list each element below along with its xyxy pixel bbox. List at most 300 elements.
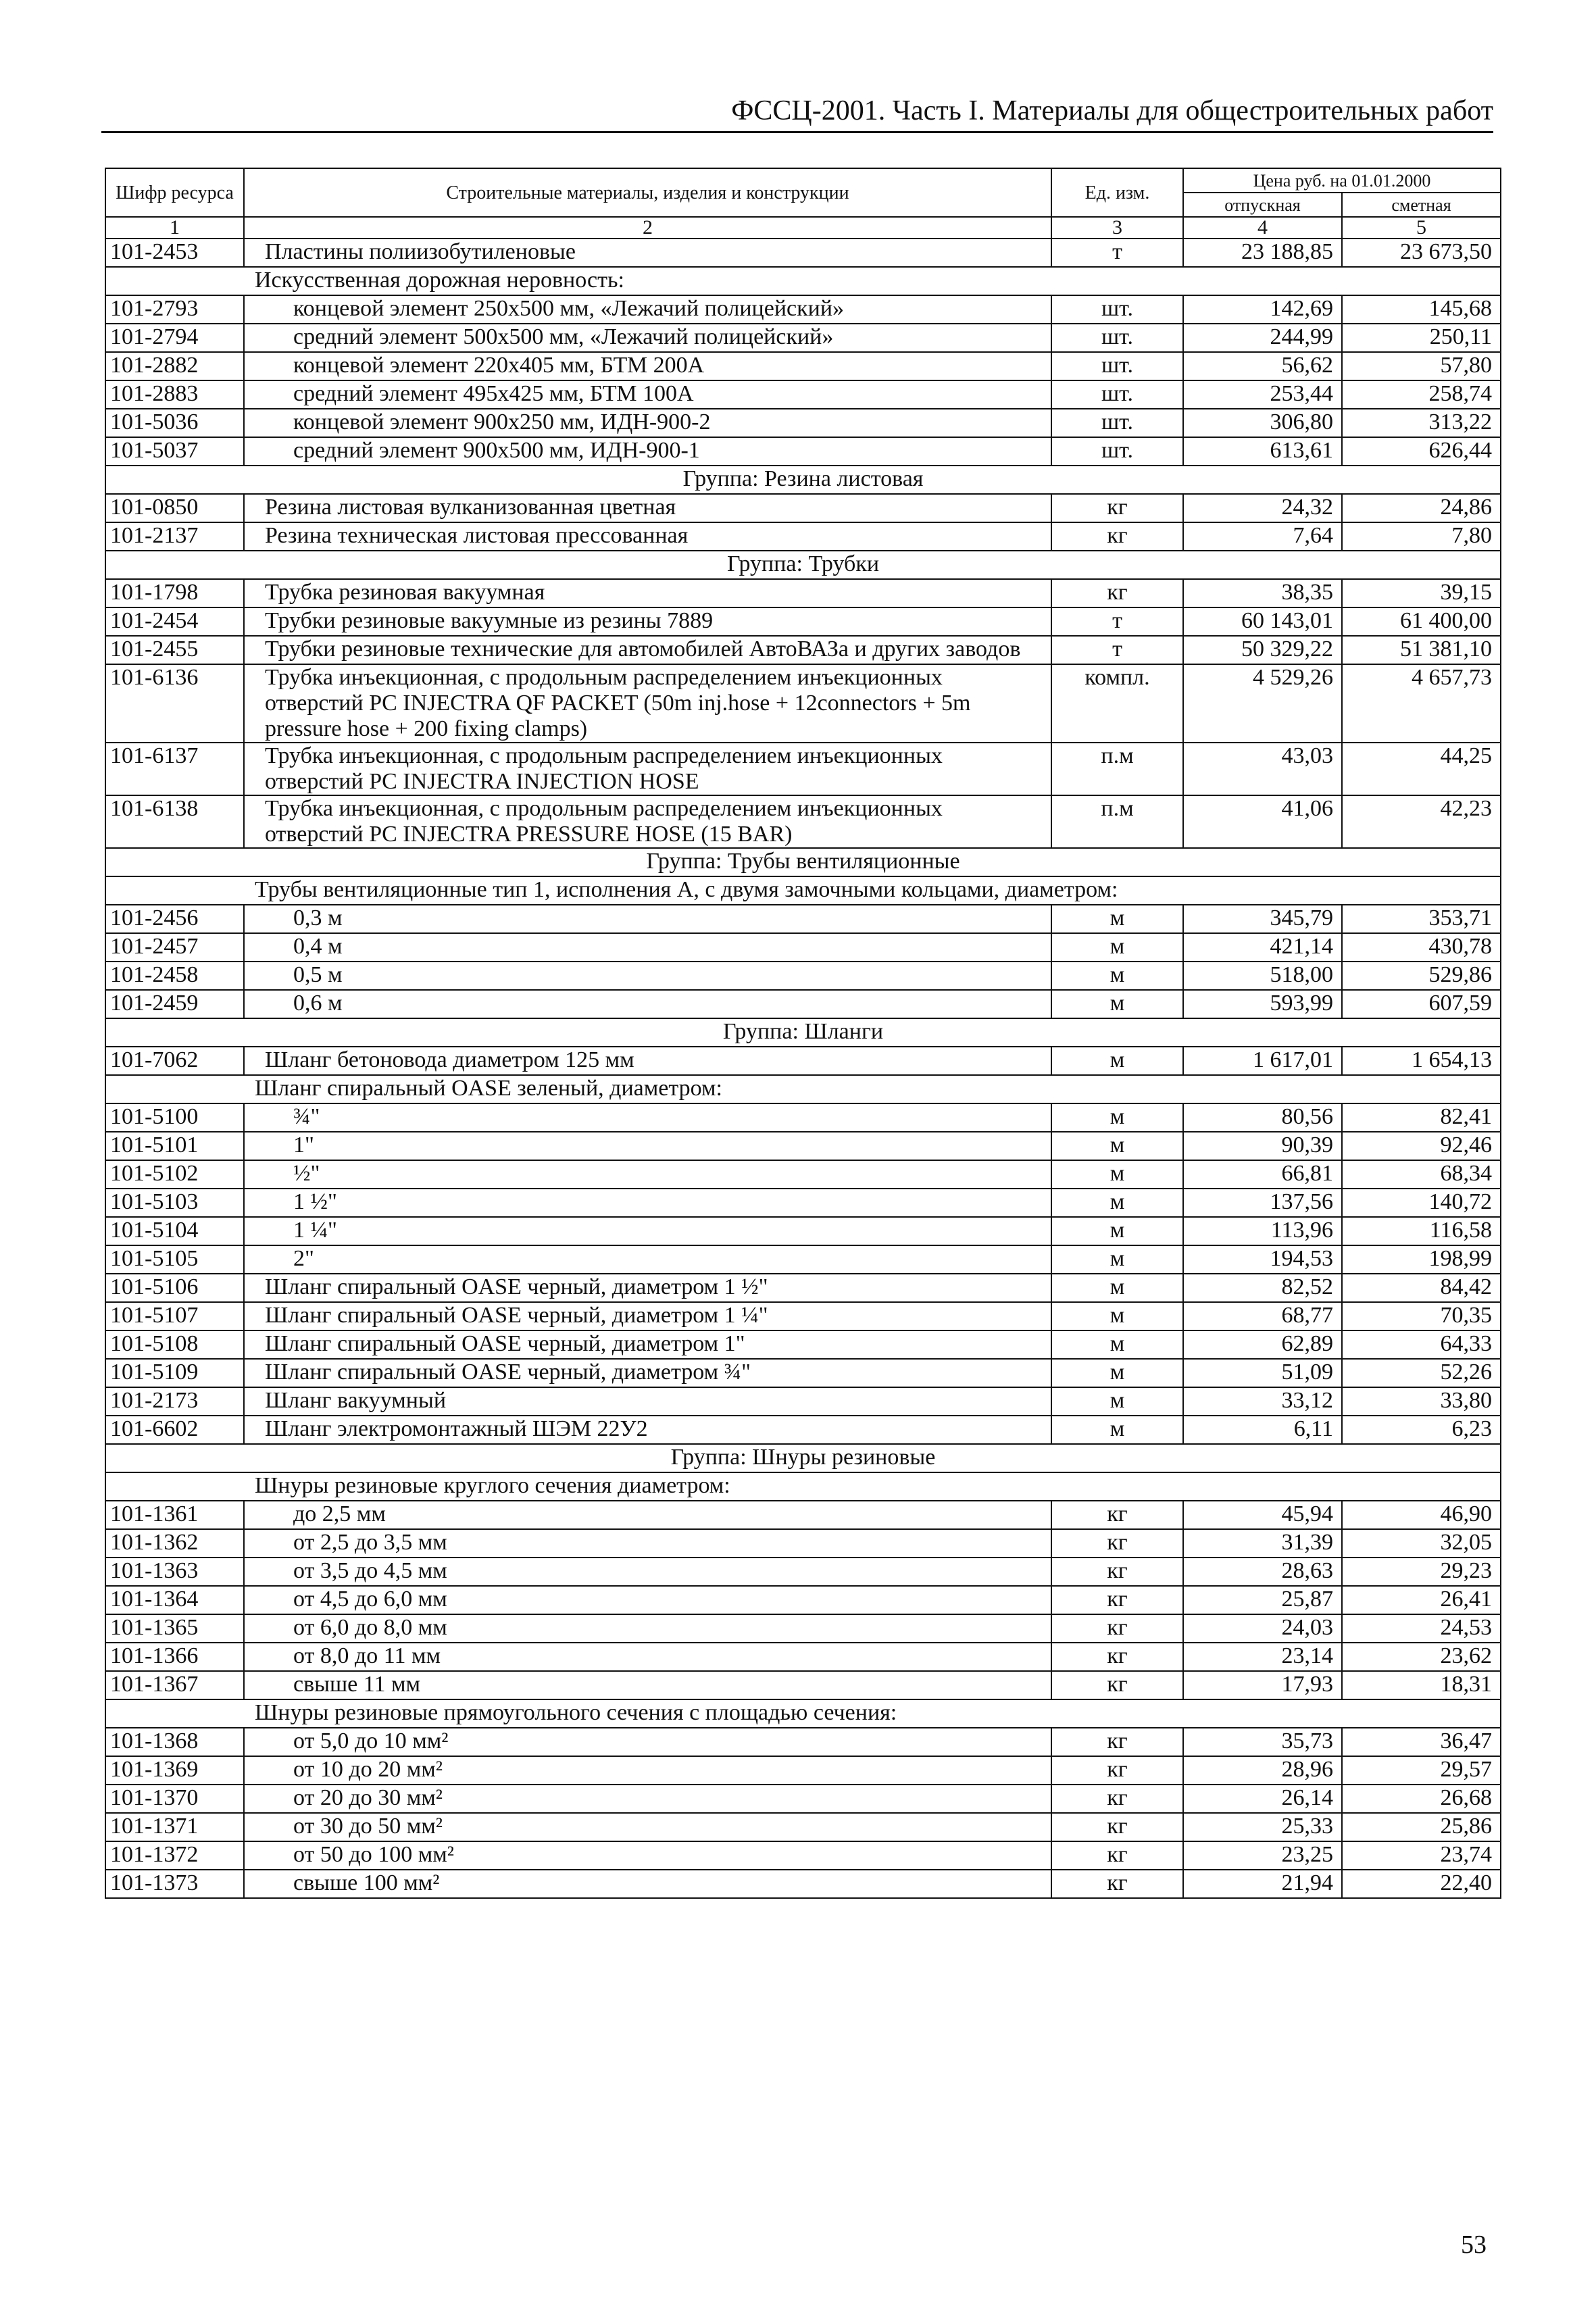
unit-cell: шт. (1051, 324, 1183, 352)
unit-cell: шт. (1051, 295, 1183, 324)
unit-cell: компл. (1051, 664, 1183, 743)
unit-cell: м (1051, 962, 1183, 990)
release-price-cell: 23 188,85 (1183, 239, 1342, 267)
col-header-release: отпускная (1183, 193, 1342, 217)
resource-code-cell: 101-2882 (105, 352, 244, 380)
estimate-price-cell: 23,62 (1342, 1643, 1501, 1671)
table-row (105, 1785, 1501, 1813)
estimate-price-cell: 51 381,10 (1342, 636, 1501, 664)
table-row (105, 409, 1501, 437)
table-row (105, 962, 1501, 990)
unit-cell: м (1051, 1302, 1183, 1330)
table-row (105, 352, 1501, 380)
table-row (105, 636, 1501, 664)
estimate-price-cell: 26,41 (1342, 1586, 1501, 1614)
material-name-cell: концевой элемент 250х500 мм, «Лежачий полицейский» (244, 295, 1051, 324)
estimate-price-cell: 6,23 (1342, 1416, 1501, 1444)
unit-cell: м (1051, 1103, 1183, 1132)
group-title: Группа: Шланги (105, 1018, 1501, 1047)
resource-code-cell: 101-5036 (105, 409, 244, 437)
resource-code-cell: 101-6137 (105, 743, 244, 795)
table-body (105, 239, 1501, 1898)
subheader-text: Шнуры резиновые прямоугольного сечения с площадью сечения: (105, 1699, 1501, 1728)
col-header-code: Шифр ресурса (105, 168, 244, 217)
table-row (105, 1416, 1501, 1444)
resource-code-cell: 101-2453 (105, 239, 244, 267)
unit-cell: кг (1051, 1614, 1183, 1643)
subheader-text: Искусственная дорожная неровность: (105, 267, 1501, 295)
unit-cell: кг (1051, 579, 1183, 607)
estimate-price-cell: 626,44 (1342, 437, 1501, 466)
resource-code-cell: 101-1363 (105, 1558, 244, 1586)
estimate-price-cell: 29,23 (1342, 1558, 1501, 1586)
table-row (105, 1160, 1501, 1189)
material-name-cell: Трубка инъекционная, с продольным распределением инъекционных отверстий PC INJECTRA QF PACKET (50m inj.hose + 12connectors + 5m pressure hose + 200 fixing clamps) (244, 664, 1051, 743)
material-name-cell: Трубка инъекционная, с продольным распределением инъекционных отверстий PC INJECTRA INJECTION HOSE (244, 743, 1051, 795)
unit-cell: кг (1051, 1643, 1183, 1671)
resource-code-cell: 101-0850 (105, 494, 244, 522)
release-price-cell: 90,39 (1183, 1132, 1342, 1160)
release-price-cell: 26,14 (1183, 1785, 1342, 1813)
resource-code-cell: 101-1368 (105, 1728, 244, 1756)
table-row (105, 1330, 1501, 1359)
subheader-text: Шланг спиральный OASE зеленый, диаметром: (105, 1075, 1501, 1103)
resource-code-cell: 101-1372 (105, 1841, 244, 1870)
estimate-price-cell: 84,42 (1342, 1274, 1501, 1302)
resource-code-cell: 101-2137 (105, 522, 244, 551)
unit-cell: м (1051, 933, 1183, 962)
material-name-cell: от 3,5 до 4,5 мм (244, 1558, 1051, 1586)
estimate-price-cell: 529,86 (1342, 962, 1501, 990)
material-name-cell: Шланг бетоновода диаметром 125 мм (244, 1047, 1051, 1075)
resource-code-cell: 101-2454 (105, 607, 244, 636)
release-price-cell: 45,94 (1183, 1501, 1342, 1529)
estimate-price-cell: 33,80 (1342, 1387, 1501, 1416)
estimate-price-cell: 23 673,50 (1342, 239, 1501, 267)
resource-code-cell: 101-1364 (105, 1586, 244, 1614)
material-name-cell: от 50 до 100 мм² (244, 1841, 1051, 1870)
unit-cell: кг (1051, 1756, 1183, 1785)
release-price-cell: 4 529,26 (1183, 664, 1342, 743)
material-name-cell: средний элемент 500х500 мм, «Лежачий полицейский» (244, 324, 1051, 352)
group-header-row (105, 466, 1501, 494)
material-name-cell: ¾" (244, 1103, 1051, 1132)
resource-code-cell: 101-2459 (105, 990, 244, 1018)
material-name-cell: Трубки резиновые технические для автомобилей АвтоВАЗа и других заводов (244, 636, 1051, 664)
table-row (105, 795, 1501, 848)
unit-cell: шт. (1051, 437, 1183, 466)
unit-cell: п.м (1051, 795, 1183, 848)
estimate-price-cell: 250,11 (1342, 324, 1501, 352)
release-price-cell: 23,14 (1183, 1643, 1342, 1671)
resource-code-cell: 101-5109 (105, 1359, 244, 1387)
unit-cell: кг (1051, 1586, 1183, 1614)
material-name-cell: от 20 до 30 мм² (244, 1785, 1051, 1813)
material-name-cell: Пластины полиизобутиленовые (244, 239, 1051, 267)
material-name-cell: средний элемент 495х425 мм, БТМ 100А (244, 380, 1051, 409)
table-row (105, 905, 1501, 933)
release-price-cell: 35,73 (1183, 1728, 1342, 1756)
table-row (105, 1302, 1501, 1330)
estimate-price-cell: 26,68 (1342, 1785, 1501, 1813)
group-title: Группа: Шнуры резиновые (105, 1444, 1501, 1472)
material-name-cell: 0,6 м (244, 990, 1051, 1018)
estimate-price-cell: 24,53 (1342, 1614, 1501, 1643)
release-price-cell: 60 143,01 (1183, 607, 1342, 636)
unit-cell: кг (1051, 522, 1183, 551)
release-price-cell: 80,56 (1183, 1103, 1342, 1132)
resource-code-cell: 101-1369 (105, 1756, 244, 1785)
unit-cell: м (1051, 1189, 1183, 1217)
resource-code-cell: 101-6136 (105, 664, 244, 743)
subheader-row (105, 267, 1501, 295)
material-name-cell: Резина листовая вулканизованная цветная (244, 494, 1051, 522)
table-row (105, 1274, 1501, 1302)
resource-code-cell: 101-5108 (105, 1330, 244, 1359)
material-name-cell: от 4,5 до 6,0 мм (244, 1586, 1051, 1614)
material-name-cell: Трубка инъекционная, с продольным распределением инъекционных отверстий PC INJECTRA PRESSURE HOSE (15 BAR) (244, 795, 1051, 848)
estimate-price-cell: 198,99 (1342, 1245, 1501, 1274)
unit-cell: м (1051, 1245, 1183, 1274)
material-name-cell: до 2,5 мм (244, 1501, 1051, 1529)
col-header-unit: Ед. изм. (1051, 168, 1183, 217)
unit-cell: кг (1051, 1813, 1183, 1841)
unit-cell: шт. (1051, 352, 1183, 380)
unit-cell: кг (1051, 494, 1183, 522)
unit-cell: п.м (1051, 743, 1183, 795)
resource-code-cell: 101-2793 (105, 295, 244, 324)
estimate-price-cell: 57,80 (1342, 352, 1501, 380)
subheader-row (105, 1472, 1501, 1501)
table-row (105, 1728, 1501, 1756)
unit-cell: м (1051, 1416, 1183, 1444)
release-price-cell: 613,61 (1183, 437, 1342, 466)
subheader-text: Трубы вентиляционные тип 1, исполнения А, с двумя замочными кольцами, диаметром: (105, 876, 1501, 905)
release-price-cell: 31,39 (1183, 1529, 1342, 1558)
unit-cell: т (1051, 607, 1183, 636)
page-number: 53 (1461, 2231, 1487, 2259)
resource-code-cell: 101-1373 (105, 1870, 244, 1898)
release-price-cell: 1 617,01 (1183, 1047, 1342, 1075)
table-row (105, 494, 1501, 522)
table-row (105, 1245, 1501, 1274)
material-name-cell: 1 ¼" (244, 1217, 1051, 1245)
estimate-price-cell: 25,86 (1342, 1813, 1501, 1841)
subheader-row (105, 876, 1501, 905)
table-row (105, 380, 1501, 409)
resource-code-cell: 101-5105 (105, 1245, 244, 1274)
resource-code-cell: 101-1367 (105, 1671, 244, 1699)
release-price-cell: 38,35 (1183, 579, 1342, 607)
unit-cell: м (1051, 990, 1183, 1018)
material-name-cell: средний элемент 900х500 мм, ИДН-900-1 (244, 437, 1051, 466)
unit-cell: т (1051, 239, 1183, 267)
table-row (105, 607, 1501, 636)
resource-code-cell: 101-5104 (105, 1217, 244, 1245)
unit-cell: кг (1051, 1870, 1183, 1898)
resource-code-cell: 101-2173 (105, 1387, 244, 1416)
table-row (105, 1756, 1501, 1785)
resource-code-cell: 101-7062 (105, 1047, 244, 1075)
table-row (105, 295, 1501, 324)
table-row (105, 1841, 1501, 1870)
material-name-cell: Шланг вакуумный (244, 1387, 1051, 1416)
material-name-cell: от 5,0 до 10 мм² (244, 1728, 1051, 1756)
resource-code-cell: 101-2794 (105, 324, 244, 352)
release-price-cell: 253,44 (1183, 380, 1342, 409)
estimate-price-cell: 32,05 (1342, 1529, 1501, 1558)
release-price-cell: 23,25 (1183, 1841, 1342, 1870)
subheader-row (105, 1699, 1501, 1728)
release-price-cell: 24,32 (1183, 494, 1342, 522)
unit-cell: м (1051, 1160, 1183, 1189)
resource-code-cell: 101-2883 (105, 380, 244, 409)
material-name-cell: 0,5 м (244, 962, 1051, 990)
estimate-price-cell: 39,15 (1342, 579, 1501, 607)
unit-cell: кг (1051, 1728, 1183, 1756)
release-price-cell: 43,03 (1183, 743, 1342, 795)
material-name-cell: Шланг спиральный OASE черный, диаметром 1 ½" (244, 1274, 1051, 1302)
resource-code-cell: 101-1371 (105, 1813, 244, 1841)
table-row (105, 1387, 1501, 1416)
release-price-cell: 28,63 (1183, 1558, 1342, 1586)
resource-code-cell: 101-1366 (105, 1643, 244, 1671)
group-header-row (105, 1018, 1501, 1047)
unit-cell: м (1051, 1387, 1183, 1416)
estimate-price-cell: 116,58 (1342, 1217, 1501, 1245)
release-price-cell: 7,64 (1183, 522, 1342, 551)
unit-cell: кг (1051, 1529, 1183, 1558)
estimate-price-cell: 607,59 (1342, 990, 1501, 1018)
release-price-cell: 593,99 (1183, 990, 1342, 1018)
table-row (105, 1189, 1501, 1217)
table-row (105, 664, 1501, 743)
estimate-price-cell: 68,34 (1342, 1160, 1501, 1189)
group-title: Группа: Трубки (105, 551, 1501, 579)
resource-code-cell: 101-5037 (105, 437, 244, 466)
table-row (105, 579, 1501, 607)
resource-code-cell: 101-1361 (105, 1501, 244, 1529)
release-price-cell: 137,56 (1183, 1189, 1342, 1217)
resource-code-cell: 101-6138 (105, 795, 244, 848)
release-price-cell: 41,06 (1183, 795, 1342, 848)
unit-cell: м (1051, 1047, 1183, 1075)
resource-code-cell: 101-5101 (105, 1132, 244, 1160)
release-price-cell: 518,00 (1183, 962, 1342, 990)
release-price-cell: 6,11 (1183, 1416, 1342, 1444)
table-row (105, 990, 1501, 1018)
resource-code-cell: 101-6602 (105, 1416, 244, 1444)
table-row (105, 1047, 1501, 1075)
estimate-price-cell: 353,71 (1342, 905, 1501, 933)
table-row (105, 1813, 1501, 1841)
release-price-cell: 113,96 (1183, 1217, 1342, 1245)
release-price-cell: 56,62 (1183, 352, 1342, 380)
release-price-cell: 66,81 (1183, 1160, 1342, 1189)
unit-cell: м (1051, 1132, 1183, 1160)
resource-code-cell: 101-2455 (105, 636, 244, 664)
material-name-cell: концевой элемент 900х250 мм, ИДН-900-2 (244, 409, 1051, 437)
resource-code-cell: 101-1362 (105, 1529, 244, 1558)
column-numbers-row (105, 217, 1501, 239)
table-row (105, 1558, 1501, 1586)
col-number: 1 (105, 217, 244, 239)
group-title: Группа: Трубы вентиляционные (105, 848, 1501, 876)
release-price-cell: 25,33 (1183, 1813, 1342, 1841)
material-name-cell: свыше 100 мм² (244, 1870, 1051, 1898)
material-name-cell: 0,4 м (244, 933, 1051, 962)
material-name-cell: от 8,0 до 11 мм (244, 1643, 1051, 1671)
estimate-price-cell: 145,68 (1342, 295, 1501, 324)
resource-code-cell: 101-2458 (105, 962, 244, 990)
release-price-cell: 194,53 (1183, 1245, 1342, 1274)
release-price-cell: 51,09 (1183, 1359, 1342, 1387)
estimate-price-cell: 29,57 (1342, 1756, 1501, 1785)
material-name-cell: Шланг электромонтажный ШЭМ 22У2 (244, 1416, 1051, 1444)
release-price-cell: 17,93 (1183, 1671, 1342, 1699)
material-name-cell: свыше 11 мм (244, 1671, 1051, 1699)
estimate-price-cell: 258,74 (1342, 380, 1501, 409)
estimate-price-cell: 140,72 (1342, 1189, 1501, 1217)
unit-cell: м (1051, 1359, 1183, 1387)
estimate-price-cell: 44,25 (1342, 743, 1501, 795)
material-name-cell: 2" (244, 1245, 1051, 1274)
material-name-cell: Шланг спиральный OASE черный, диаметром 1 ¼" (244, 1302, 1051, 1330)
table-row (105, 324, 1501, 352)
release-price-cell: 142,69 (1183, 295, 1342, 324)
table-row (105, 1359, 1501, 1387)
col-number: 4 (1183, 217, 1342, 239)
release-price-cell: 244,99 (1183, 324, 1342, 352)
page-title: ФССЦ-2001. Часть I. Материалы для общестроительных работ (101, 95, 1493, 133)
estimate-price-cell: 70,35 (1342, 1302, 1501, 1330)
material-name-cell: от 6,0 до 8,0 мм (244, 1614, 1051, 1643)
material-name-cell: 1 ½" (244, 1189, 1051, 1217)
price-table (105, 168, 1501, 1899)
material-name-cell: от 10 до 20 мм² (244, 1756, 1051, 1785)
estimate-price-cell: 82,41 (1342, 1103, 1501, 1132)
estimate-price-cell: 46,90 (1342, 1501, 1501, 1529)
material-name-cell: Трубка резиновая вакуумная (244, 579, 1051, 607)
col-header-name: Строительные материалы, изделия и конструкции (244, 168, 1051, 217)
table-row (105, 1671, 1501, 1699)
unit-cell: м (1051, 1217, 1183, 1245)
material-name-cell: 1" (244, 1132, 1051, 1160)
unit-cell: кг (1051, 1501, 1183, 1529)
estimate-price-cell: 7,80 (1342, 522, 1501, 551)
subheader-text: Шнуры резиновые круглого сечения диаметром: (105, 1472, 1501, 1501)
release-price-cell: 345,79 (1183, 905, 1342, 933)
group-header-row (105, 551, 1501, 579)
release-price-cell: 25,87 (1183, 1586, 1342, 1614)
unit-cell: кг (1051, 1558, 1183, 1586)
table-row (105, 1614, 1501, 1643)
table-row (105, 437, 1501, 466)
col-number: 5 (1342, 217, 1501, 239)
table-row (105, 1586, 1501, 1614)
col-number: 3 (1051, 217, 1183, 239)
material-name-cell: концевой элемент 220х405 мм, БТМ 200А (244, 352, 1051, 380)
resource-code-cell: 101-1798 (105, 579, 244, 607)
release-price-cell: 62,89 (1183, 1330, 1342, 1359)
table-row (105, 743, 1501, 795)
material-name-cell: Трубки резиновые вакуумные из резины 7889 (244, 607, 1051, 636)
release-price-cell: 306,80 (1183, 409, 1342, 437)
table-row (105, 1132, 1501, 1160)
estimate-price-cell: 24,86 (1342, 494, 1501, 522)
table-row (105, 1529, 1501, 1558)
unit-cell: т (1051, 636, 1183, 664)
col-header-estimate: сметная (1342, 193, 1501, 217)
unit-cell: кг (1051, 1841, 1183, 1870)
unit-cell: кг (1051, 1785, 1183, 1813)
resource-code-cell: 101-2457 (105, 933, 244, 962)
estimate-price-cell: 313,22 (1342, 409, 1501, 437)
estimate-price-cell: 22,40 (1342, 1870, 1501, 1898)
resource-code-cell: 101-2456 (105, 905, 244, 933)
estimate-price-cell: 4 657,73 (1342, 664, 1501, 743)
estimate-price-cell: 36,47 (1342, 1728, 1501, 1756)
unit-cell: шт. (1051, 409, 1183, 437)
release-price-cell: 28,96 (1183, 1756, 1342, 1785)
estimate-price-cell: 23,74 (1342, 1841, 1501, 1870)
estimate-price-cell: 61 400,00 (1342, 607, 1501, 636)
material-name-cell: Шланг спиральный OASE черный, диаметром 1" (244, 1330, 1051, 1359)
unit-cell: м (1051, 1274, 1183, 1302)
estimate-price-cell: 430,78 (1342, 933, 1501, 962)
material-name-cell: ½" (244, 1160, 1051, 1189)
group-header-row (105, 848, 1501, 876)
material-name-cell: Резина техническая листовая прессованная (244, 522, 1051, 551)
resource-code-cell: 101-5100 (105, 1103, 244, 1132)
resource-code-cell: 101-1370 (105, 1785, 244, 1813)
estimate-price-cell: 1 654,13 (1342, 1047, 1501, 1075)
table-row (105, 239, 1501, 267)
resource-code-cell: 101-5106 (105, 1274, 244, 1302)
release-price-cell: 50 329,22 (1183, 636, 1342, 664)
table-row (105, 1103, 1501, 1132)
material-name-cell: 0,3 м (244, 905, 1051, 933)
unit-cell: шт. (1051, 380, 1183, 409)
estimate-price-cell: 52,26 (1342, 1359, 1501, 1387)
group-header-row (105, 1444, 1501, 1472)
col-number: 2 (244, 217, 1051, 239)
estimate-price-cell: 18,31 (1342, 1671, 1501, 1699)
release-price-cell: 24,03 (1183, 1614, 1342, 1643)
material-name-cell: от 30 до 50 мм² (244, 1813, 1051, 1841)
release-price-cell: 21,94 (1183, 1870, 1342, 1898)
estimate-price-cell: 42,23 (1342, 795, 1501, 848)
subheader-row (105, 1075, 1501, 1103)
resource-code-cell: 101-5102 (105, 1160, 244, 1189)
table-row (105, 1217, 1501, 1245)
release-price-cell: 68,77 (1183, 1302, 1342, 1330)
table-row (105, 1643, 1501, 1671)
estimate-price-cell: 64,33 (1342, 1330, 1501, 1359)
resource-code-cell: 101-5107 (105, 1302, 244, 1330)
resource-code-cell: 101-5103 (105, 1189, 244, 1217)
release-price-cell: 33,12 (1183, 1387, 1342, 1416)
unit-cell: м (1051, 1330, 1183, 1359)
unit-cell: м (1051, 905, 1183, 933)
material-name-cell: от 2,5 до 3,5 мм (244, 1529, 1051, 1558)
table-row (105, 1501, 1501, 1529)
release-price-cell: 421,14 (1183, 933, 1342, 962)
material-name-cell: Шланг спиральный OASE черный, диаметром ¾" (244, 1359, 1051, 1387)
estimate-price-cell: 92,46 (1342, 1132, 1501, 1160)
unit-cell: кг (1051, 1671, 1183, 1699)
table-row (105, 1870, 1501, 1898)
